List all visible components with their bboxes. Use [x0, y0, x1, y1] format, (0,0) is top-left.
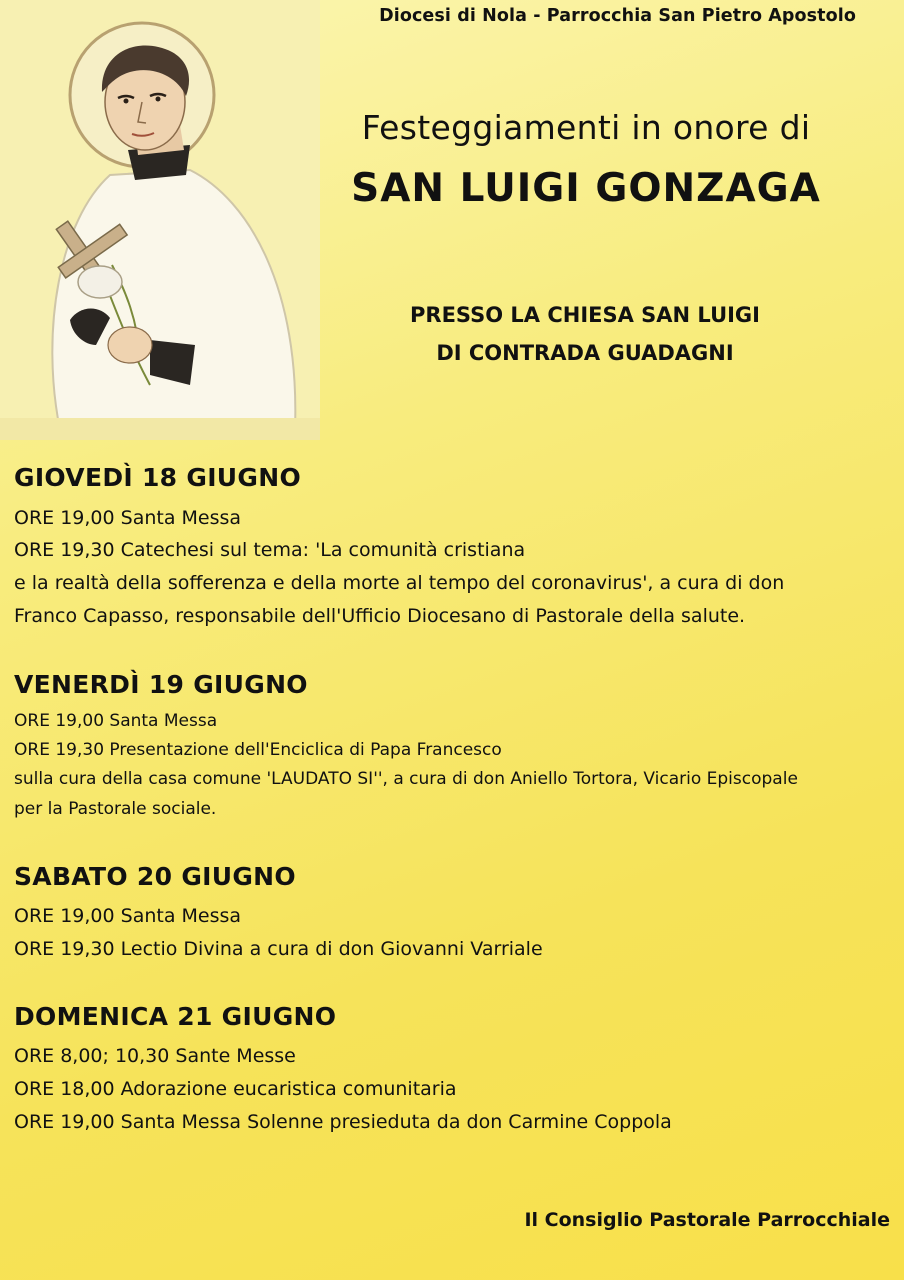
- day-title-domenica: DOMENICA 21 GIUGNO: [14, 1002, 337, 1031]
- saint-name-title: SAN LUIGI GONZAGA: [351, 166, 821, 211]
- program-line: ORE 19,30 Lectio Divina a cura di don Giovanni Varriale: [14, 938, 543, 960]
- program-line: sulla cura della casa comune 'LAUDATO SI'', a cura di don Aniello Tortora, Vicario Episcopale: [14, 769, 798, 789]
- church-location-line1: PRESSO LA CHIESA SAN LUIGI: [410, 303, 760, 327]
- festeggiamenti-title: Festeggiamenti in onore di: [361, 108, 811, 147]
- saint-portrait: [0, 0, 320, 440]
- day-title-sabato: SABATO 20 GIUGNO: [14, 862, 296, 891]
- program-line: e la realtà della sofferenza e della morte al tempo del coronavirus', a cura di don: [14, 572, 785, 594]
- program-line: per la Pastorale sociale.: [14, 799, 217, 819]
- program-line: ORE 19,00 Santa Messa: [14, 711, 218, 731]
- day-title-venerdi: VENERDÌ 19 GIUGNO: [14, 670, 308, 699]
- program-line: ORE 19,30 Presentazione dell'Enciclica di Papa Francesco: [14, 740, 502, 760]
- diocesi-heading: Diocesi di Nola - Parrocchia San Pietro Apostolo: [379, 6, 856, 26]
- program-line: ORE 19,00 Santa Messa: [14, 507, 242, 529]
- program-line: Franco Capasso, responsabile dell'Ufficio Diocesano di Pastorale della salute.: [14, 605, 746, 627]
- church-location: [380, 296, 790, 372]
- footer-signature: Il Consiglio Pastorale Parrocchiale: [524, 1209, 890, 1231]
- program-line: ORE 18,00 Adorazione eucaristica comunitaria: [14, 1078, 457, 1100]
- day-title-giovedi: GIOVEDÌ 18 GIUGNO: [14, 463, 301, 492]
- program-line: ORE 19,00 Santa Messa: [14, 905, 242, 927]
- program-line: ORE 8,00; 10,30 Sante Messe: [14, 1045, 296, 1067]
- church-location-line2: DI CONTRADA GUADAGNI: [436, 341, 734, 365]
- program-line: ORE 19,30 Catechesi sul tema: 'La comunità cristiana: [14, 539, 526, 561]
- program-line: ORE 19,00 Santa Messa Solenne presieduta da don Carmine Coppola: [14, 1111, 672, 1133]
- saint-portrait-drawing: [0, 0, 320, 440]
